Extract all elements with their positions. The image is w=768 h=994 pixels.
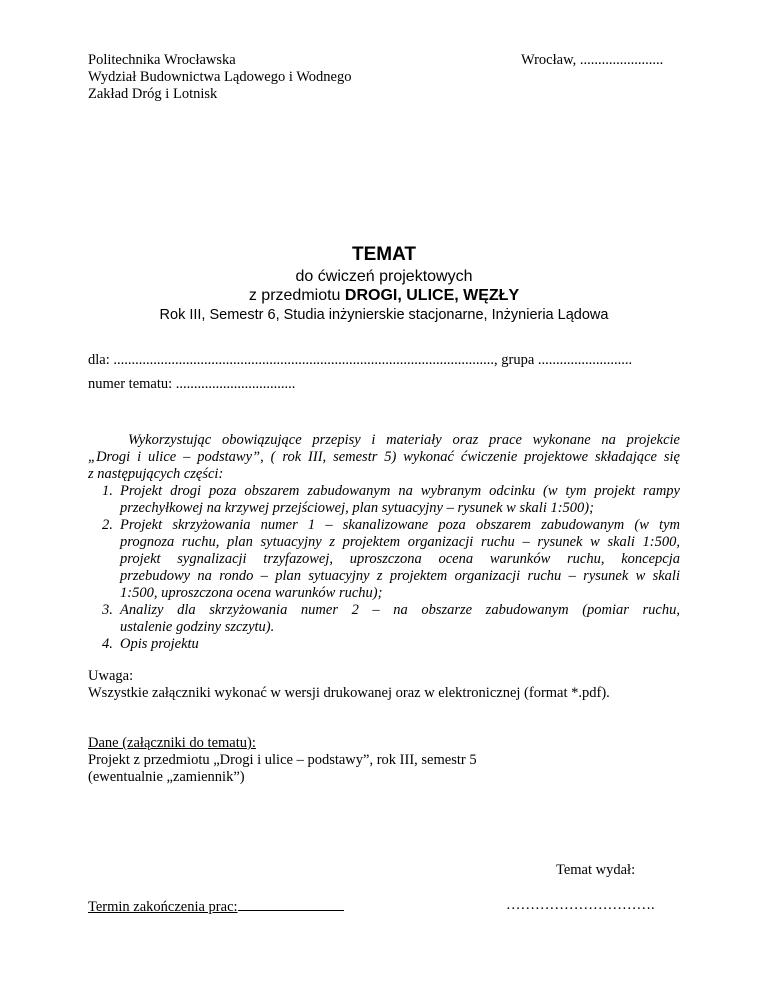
institution-line: Politechnika Wrocławska — [88, 52, 236, 68]
task-number: 1. — [102, 483, 113, 499]
issued-by-label: Temat wydał: — [556, 862, 636, 878]
task-line: 1:500, uproszczona ocena warunków ruchu); — [120, 585, 383, 601]
task-line: prognoza ruchu, plan sytuacyjny z projektem organizacji ruchu – rysunek w skali 1:500, — [120, 534, 680, 550]
intro-line: Wykorzystując obowiązujące przepisy i materiały oraz prace wykonane na projekcie — [128, 432, 680, 448]
task-item — [88, 602, 680, 636]
deadline-field — [88, 897, 344, 916]
subject-prefix: z przedmiotu — [248, 287, 345, 304]
attachments-block — [88, 735, 477, 786]
note-text: Wszystkie załączniki wykonać w wersji drukowanej oraz w elektronicznej (format *.pdf). — [88, 685, 610, 701]
title-line-3: Rok III, Semestr 6, Studia inżynierskie stacjonarne, Inżynieria Lądowa — [159, 307, 609, 323]
topic-number-field: numer tematu: ................................. — [88, 376, 296, 392]
task-line: ustalenie godziny szczytu). — [120, 619, 275, 635]
task-line: Projekt drogi poza obszarem zabudowanym na wybranym odcinku (w tym projekt rampy — [120, 483, 680, 499]
task-line: przechyłkowej na krzywej przejściowej, plan sytuacyjny – rysunek w skali 1:500); — [120, 500, 594, 516]
institution-block — [88, 52, 351, 103]
place-date: Wrocław, ....................... — [521, 52, 664, 68]
attachments-label: Dane (załączniki do tematu): — [88, 735, 256, 751]
task-number: 2. — [102, 517, 113, 533]
institution-line: Zakład Dróg i Lotnisk — [88, 86, 218, 102]
task-line: przebudowy na rondo – plan sytuacyjny z projektem organizacji ruchu – rysunek w skali — [120, 568, 680, 584]
note-label: Uwaga: — [88, 668, 134, 684]
signature-dots: …………………………. — [506, 897, 655, 913]
task-line: Opis projektu — [120, 636, 199, 652]
student-group-field: dla: ........................................................................................................., grupa .......................... — [88, 352, 633, 368]
task-line: Projekt skrzyżowania numer 1 – skanalizowane poza obszarem zabudowanym (w tym — [120, 517, 680, 533]
attachments-line: Projekt z przedmiotu „Drogi i ulice – podstawy”, rok III, semestr 5 — [88, 752, 477, 768]
task-line: projekt sygnalizacji trzyfazowej, uproszczona ocena warunków ruchu, koncepcja — [120, 551, 680, 567]
task-item — [88, 517, 680, 602]
institution-line: Wydział Budownictwa Lądowego i Wodnego — [88, 69, 352, 85]
attachments-line: (ewentualnie „zamiennik”) — [88, 769, 245, 785]
task-number: 4. — [102, 636, 113, 652]
subject-name: DROGI, ULICE, WĘZŁY — [344, 287, 520, 304]
document-title: TEMAT — [351, 244, 417, 265]
task-list — [88, 483, 680, 653]
task-item — [88, 483, 680, 517]
task-line: Analizy dla skrzyżowania numer 2 – na obszarze zabudowanym (pomiar ruchu, — [120, 602, 680, 618]
title-line-1: do ćwiczeń projektowych — [295, 268, 473, 285]
task-item — [88, 636, 680, 653]
task-description — [88, 432, 680, 653]
deadline-blank-line — [238, 897, 344, 911]
note-block — [88, 668, 610, 702]
intro-line: „Drogi i ulice – podstawy”, ( rok III, semestr 5) wykonać ćwiczenie projektowe składające się — [88, 449, 680, 465]
title-line-2 — [0, 287, 768, 305]
task-number: 3. — [102, 602, 113, 618]
deadline-label: Termin zakończenia prac: — [88, 899, 238, 915]
intro-line: z następujących części: — [88, 466, 224, 482]
